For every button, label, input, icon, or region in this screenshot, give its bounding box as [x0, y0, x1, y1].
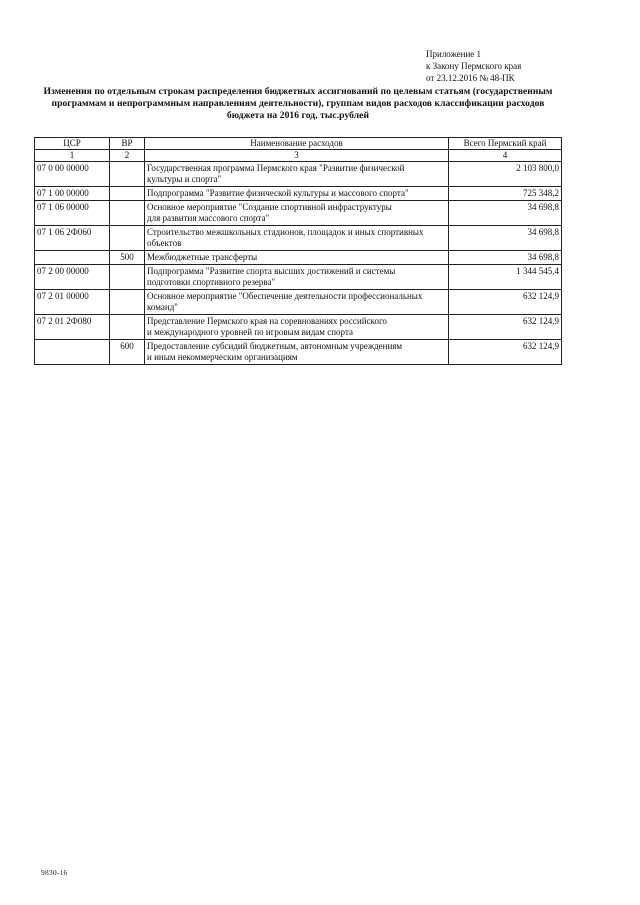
name-line: культуры и спорта": [147, 174, 222, 184]
appendix-line-1: Приложение 1: [426, 49, 482, 59]
cell-csr: 07 0 00 00000: [35, 162, 110, 187]
name-line: и международного уровней по игровым видам спорта: [147, 327, 353, 337]
cell-total: 34 698,8: [449, 226, 562, 251]
table-row: [35, 162, 562, 187]
cell-total: 632 124,9: [449, 290, 562, 315]
subheader-vr: 2: [110, 150, 145, 162]
cell-name: [145, 162, 449, 187]
cell-csr: 07 2 00 00000: [35, 265, 110, 290]
cell-name: [145, 201, 449, 226]
cell-total: 725 348,2: [449, 187, 562, 201]
name-line: Подпрограмма "Развитие физической культуры и массового спорта": [147, 188, 409, 198]
header-name: Наименование расходов: [145, 138, 449, 150]
subheader-name: 3: [145, 150, 449, 162]
table-row: [35, 340, 562, 365]
name-line: Предоставление субсидий бюджетным, автономным учреждениям: [147, 341, 403, 351]
cell-total: 632 124,9: [449, 340, 562, 365]
subheader-row: [35, 150, 562, 162]
name-line: Основное мероприятие "Создание спортивной инфраструктуры: [147, 202, 392, 212]
appendix-line-2: к Закону Пермского края: [426, 61, 522, 71]
cell-total: 632 124,9: [449, 315, 562, 340]
table-row: [35, 290, 562, 315]
table-header: [35, 138, 562, 162]
cell-total: 34 698,8: [449, 201, 562, 226]
cell-name: [145, 187, 449, 201]
cell-name: [145, 265, 449, 290]
cell-vr: [110, 201, 145, 226]
name-line: и иным некоммерческим организациям: [147, 352, 298, 362]
title-line-1: Изменения по отдельным строкам распределения бюджетных ассигнований по целевым статьям (государственным: [43, 86, 553, 97]
name-line: Строительство межшкольных стадионов, площадок и иных спортивных: [147, 227, 424, 237]
cell-vr: [110, 226, 145, 251]
name-line: Межбюджетные трансферты: [147, 252, 258, 262]
cell-name: [145, 251, 449, 265]
name-line: команд": [147, 302, 178, 312]
cell-csr: 07 1 00 00000: [35, 187, 110, 201]
cell-csr: 07 1 06 2Ф060: [35, 226, 110, 251]
cell-csr: 07 1 06 00000: [35, 201, 110, 226]
name-line: Основное мероприятие "Обеспечение деятельности профессиональных: [147, 291, 423, 301]
title-line-2: программам и непрограммным направлениям деятельности), группам видов расходов классификации расходов: [51, 98, 545, 109]
name-line: Подпрограмма "Развитие спорта высших достижений и системы: [147, 266, 396, 276]
name-line: объектов: [147, 238, 182, 248]
cell-name: [145, 290, 449, 315]
table-row: [35, 187, 562, 201]
cell-csr: 07 2 01 00000: [35, 290, 110, 315]
table-body: [35, 162, 562, 365]
name-line: Государственная программа Пермского края "Развитие физической: [147, 163, 405, 173]
subheader-csr: 1: [35, 150, 110, 162]
subheader-total: 4: [449, 150, 562, 162]
cell-csr: [35, 251, 110, 265]
table-row: [35, 265, 562, 290]
cell-csr: [35, 340, 110, 365]
cell-vr: [110, 162, 145, 187]
budget-table: [34, 137, 562, 365]
cell-vr: [110, 187, 145, 201]
name-line: подготовки спортивного резерва": [147, 277, 276, 287]
table-row: [35, 315, 562, 340]
cell-vr: [110, 315, 145, 340]
cell-vr: [110, 265, 145, 290]
name-line: для развития массового спорта": [147, 213, 270, 223]
cell-vr: [110, 290, 145, 315]
cell-name: [145, 226, 449, 251]
header-csr: ЦСР: [35, 138, 110, 150]
appendix-block: [426, 48, 558, 84]
cell-name: [145, 340, 449, 365]
appendix-line-3: от 23.12.2016 № 48-ПК: [426, 73, 515, 83]
header-vr: ВР: [110, 138, 145, 150]
cell-csr: 07 2 01 2Ф080: [35, 315, 110, 340]
footer-code: 9830-16: [41, 868, 68, 877]
table-row: [35, 226, 562, 251]
cell-total: 34 698,8: [449, 251, 562, 265]
header-total: Всего Пермский край: [449, 138, 562, 150]
cell-vr: 500: [110, 251, 145, 265]
cell-total: 1 344 545,4: [449, 265, 562, 290]
table-row: [35, 201, 562, 226]
title-line-3: бюджета на 2016 год, тыс.рублей: [226, 110, 370, 121]
cell-total: 2 103 800,0: [449, 162, 562, 187]
header-row: [35, 138, 562, 150]
cell-name: [145, 315, 449, 340]
name-line: Представление Пермского края на соревнованиях российского: [147, 316, 387, 326]
cell-vr: 600: [110, 340, 145, 365]
document-title: [38, 86, 558, 122]
budget-table-wrap: [34, 137, 561, 365]
table-row: [35, 251, 562, 265]
